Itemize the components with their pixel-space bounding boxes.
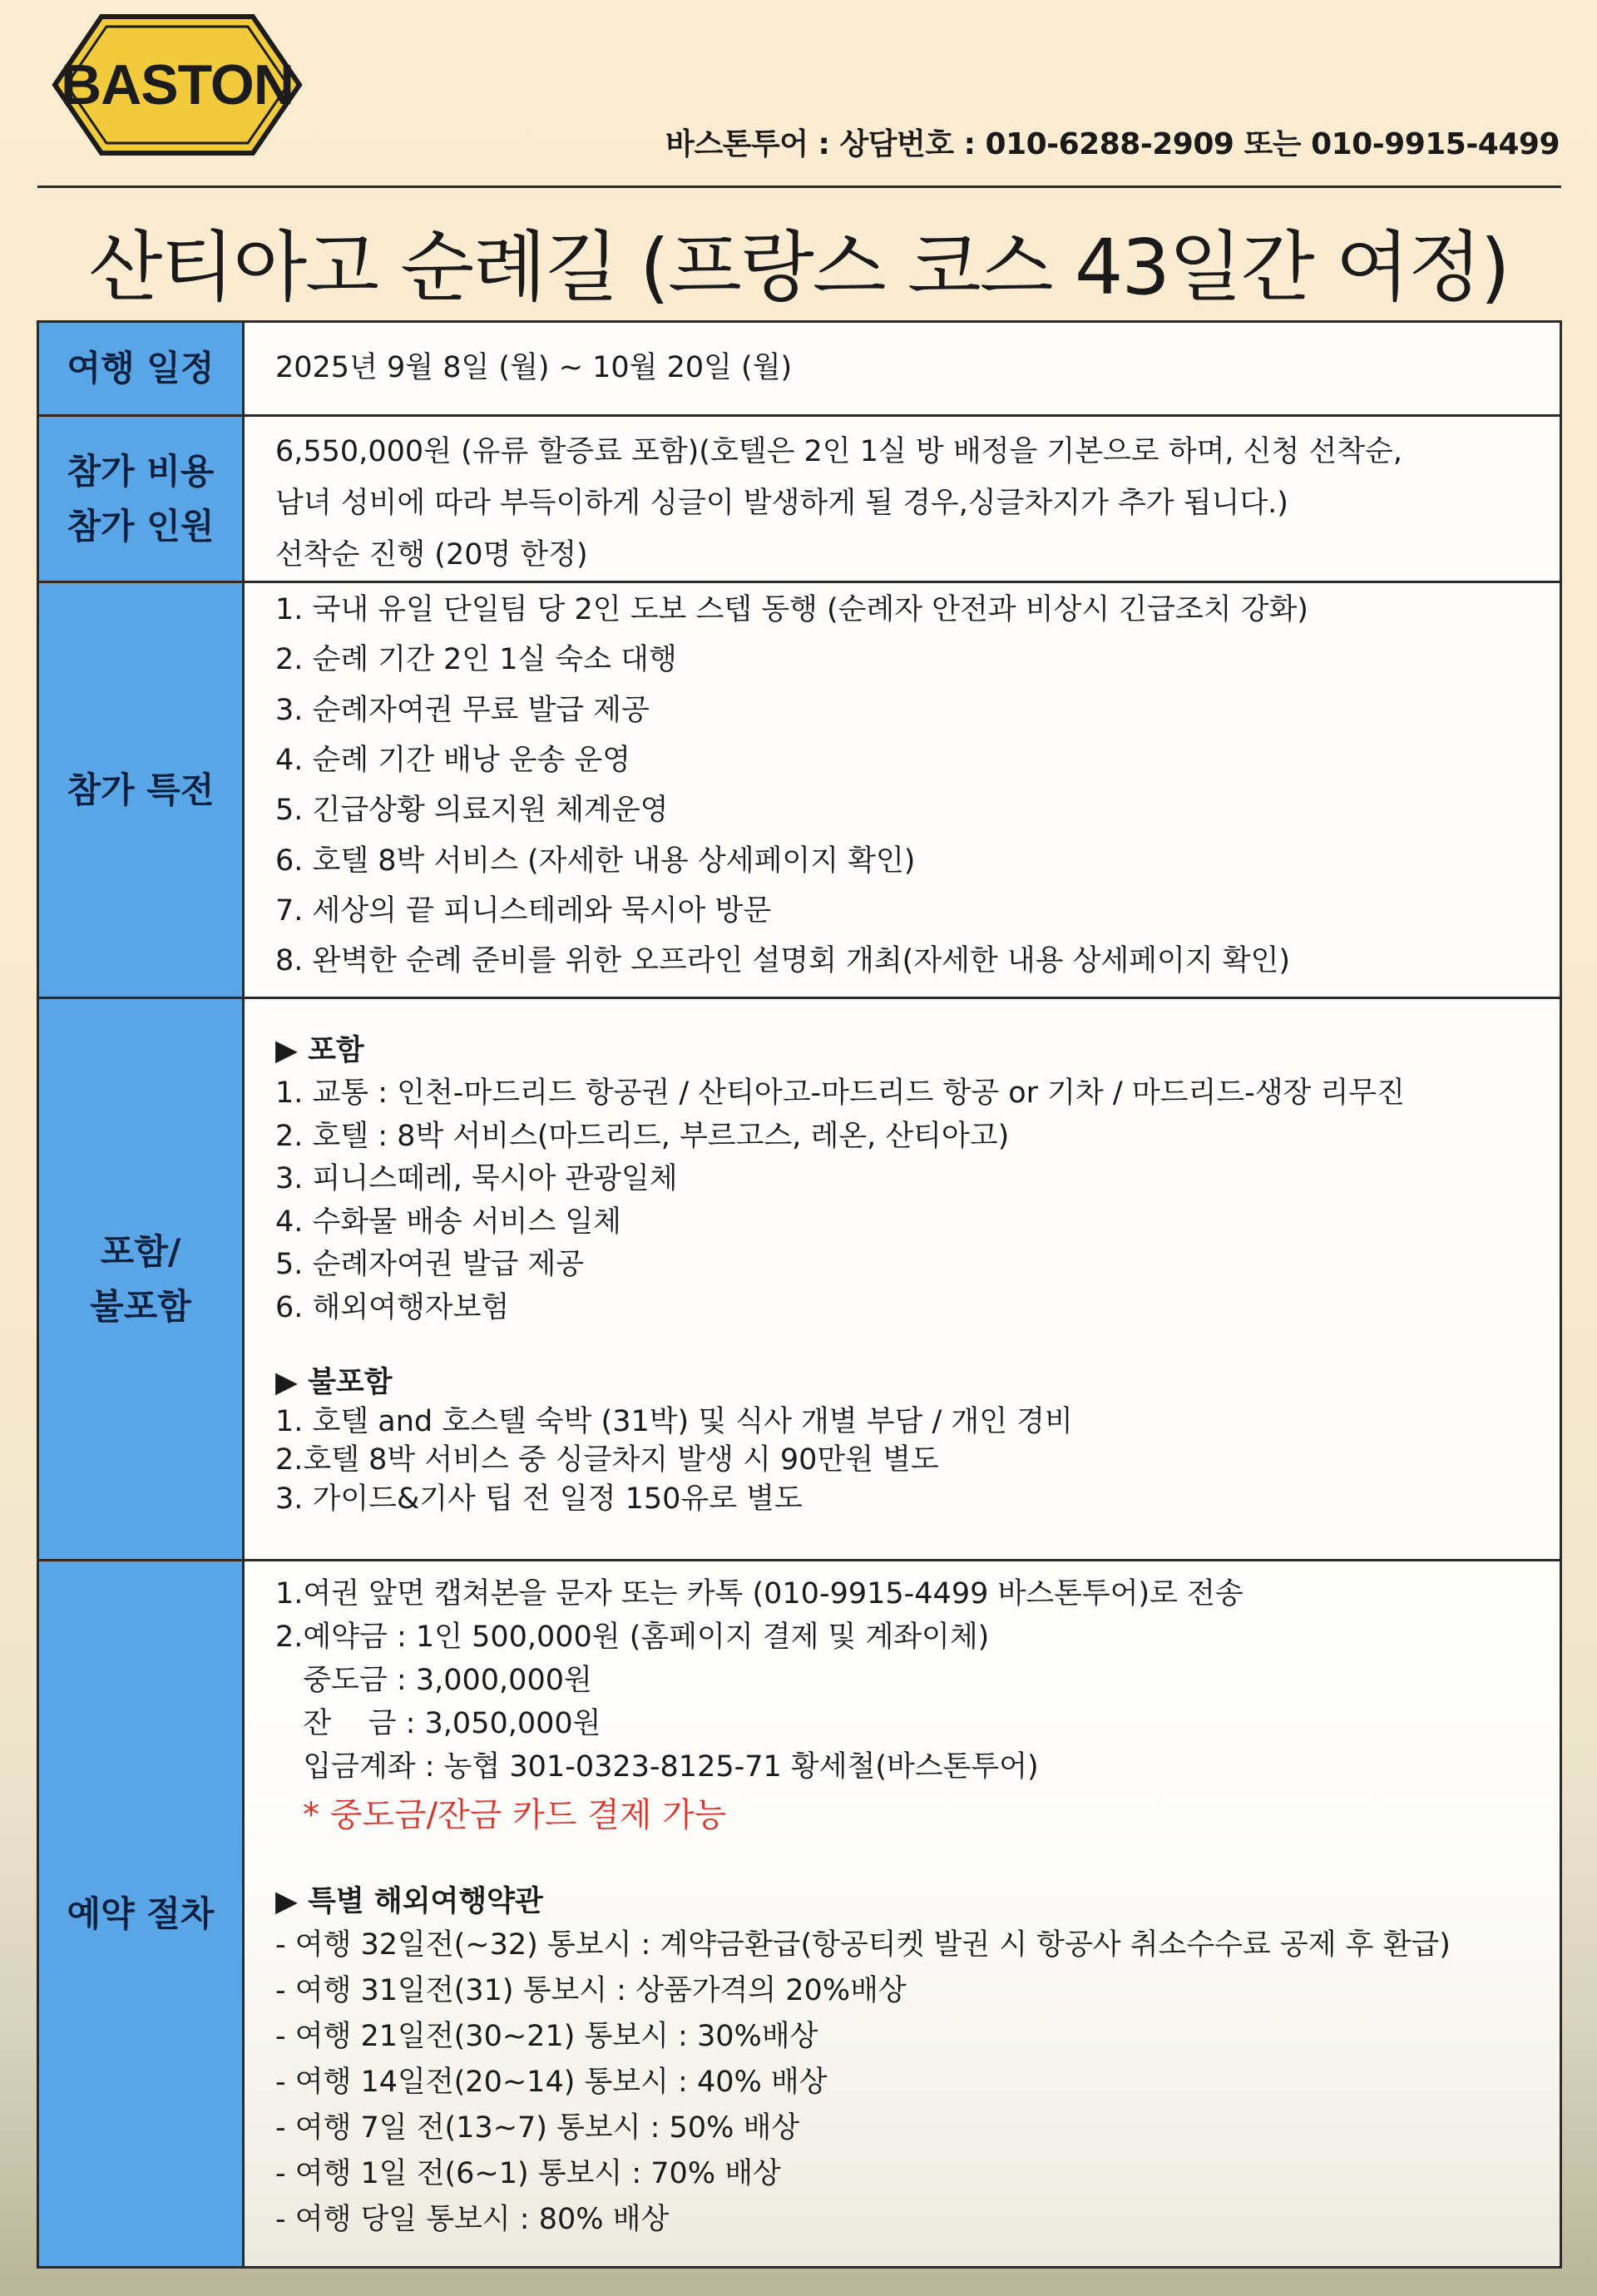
terms-item: - 여행 7일 전(13~7) 통보시 : 50% 배상 (275, 2111, 800, 2145)
page-title: 산티아고 순례길 (프랑스 코스 43일간 여정) (88, 223, 1509, 312)
booking-step: 입금계좌 : 농협 301-0323-8125-71 황세철(바스톤투어) (275, 1750, 1039, 1784)
label-booking (39, 1561, 245, 2266)
header-divider (37, 186, 1561, 188)
booking-step: 1.여권 앞면 캡쳐본을 문자 또는 카톡 (010-9915-4499 바스톤투어)로 전송 (275, 1577, 1243, 1611)
inclusion-content (245, 999, 1560, 1559)
cost-line: 남녀 성비에 따라 부득이하게 싱글이 발생하게 될 경우,싱글차지가 추가 됩니다.) (275, 487, 1288, 520)
terms-item: - 여행 21일전(30~21) 통보시 : 30%배상 (275, 2020, 818, 2053)
included-item: 1. 교통 : 인천-마드리드 항공권 / 산티아고-마드리드 항공 or 기차 / 마드리드-생장 리무진 (275, 1076, 1405, 1110)
label-schedule (39, 323, 245, 414)
cost-line: 6,550,000원 (유류 할증료 포함)(호텔은 2인 1실 방 배정을 기본으로 하며, 신청 선착순, (275, 435, 1402, 468)
included-item: 5. 순례자여권 발급 제공 (275, 1248, 585, 1281)
baston-logo[interactable] (52, 12, 303, 158)
excluded-item: 2.호텔 8박 서비스 중 싱글차지 발생 시 90만원 별도 (275, 1443, 939, 1477)
benefit-item: 3. 순례자여권 무료 발급 제공 (275, 694, 650, 727)
benefit-item: 2. 순례 기간 2인 1실 숙소 대행 (275, 643, 677, 676)
benefit-item: 8. 완벽한 순례 준비를 위한 오프라인 설명회 개최(자세한 내용 상세페이지 확인) (275, 944, 1291, 977)
excluded-heading: ▶ 불포함 (275, 1366, 393, 1399)
label-benefits-text: 참가 특전 (67, 769, 215, 810)
booking-step: 중도금 : 3,000,000원 (275, 1664, 592, 1697)
logo-text: BASTON (61, 53, 294, 116)
benefit-item: 5. 긴급상황 의료지원 체계운영 (275, 794, 669, 827)
label-schedule-text: 여행 일정 (67, 348, 215, 389)
label-benefits (39, 583, 245, 997)
label-participants-text: 참가 인원 (67, 505, 215, 547)
benefit-item: 6. 호텔 8박 서비스 (자세한 내용 상세페이지 확인) (275, 844, 916, 878)
benefit-item: 1. 국내 유일 단일팀 당 2인 도보 스텝 동행 (순례자 안전과 비상시 긴급조치 강화) (275, 593, 1308, 626)
contact-info: 바스톤투어 : 상담번호 : 010-6288-2909 또는 010-9915-4499 (665, 127, 1560, 161)
schedule-content (245, 323, 1560, 414)
booking-step: 잔 금 : 3,050,000원 (275, 1707, 601, 1740)
schedule-dates: 2025년 9월 8일 (월) ~ 10월 20일 (월) (275, 351, 793, 384)
terms-heading: ▶ 특별 해외여행약관 (275, 1885, 543, 1918)
label-exclusion-text: 불포함 (90, 1285, 191, 1327)
row-cost (39, 414, 1560, 581)
terms-item: - 여행 32일전(~32) 통보시 : 계약금환급(항공티켓 발권 시 항공사 취소수수료 공제 후 환급) (275, 1928, 1451, 1962)
excluded-item: 1. 호텔 and 호스텔 숙박 (31박) 및 식사 개별 부담 / 개인 경비 (275, 1405, 1073, 1438)
terms-item: - 여행 당일 통보시 : 80% 배상 (275, 2203, 670, 2236)
header (0, 0, 1597, 191)
label-cost (39, 417, 245, 581)
benefit-item: 4. 순례 기간 배낭 운송 운영 (275, 744, 631, 777)
info-table (37, 320, 1562, 2269)
included-item: 4. 수화물 배송 서비스 일체 (275, 1205, 621, 1239)
cost-content (245, 417, 1560, 581)
included-item: 6. 해외여행자보험 (275, 1291, 510, 1324)
card-payment-note: * 중도금/잔금 카드 결제 가능 (303, 1796, 727, 1834)
cost-line: 선착순 진행 (20명 한정) (275, 538, 588, 572)
row-inclusion (39, 997, 1560, 1559)
label-booking-text: 예약 절차 (67, 1893, 215, 1934)
excluded-item: 3. 가이드&기사 팁 전 일정 150유로 별도 (275, 1482, 803, 1516)
row-booking (39, 1559, 1560, 2266)
included-heading: ▶ 포함 (275, 1034, 364, 1067)
benefits-content (245, 583, 1560, 997)
label-inclusion-text: 포함/ (100, 1231, 181, 1273)
row-schedule (39, 323, 1560, 414)
terms-item: - 여행 31일전(31) 통보시 : 상품가격의 20%배상 (275, 1974, 907, 2007)
benefit-item: 7. 세상의 끝 피니스테레와 묵시아 방문 (275, 894, 772, 928)
label-inclusion (39, 999, 245, 1559)
booking-content (245, 1561, 1560, 2266)
label-cost-text: 참가 비용 (67, 451, 215, 492)
row-benefits (39, 581, 1560, 997)
terms-item: - 여행 14일전(20~14) 통보시 : 40% 배상 (275, 2066, 828, 2099)
included-item: 3. 피니스떼레, 묵시아 관광일체 (275, 1162, 678, 1195)
booking-step: 2.예약금 : 1인 500,000원 (홈페이지 결제 및 계좌이체) (275, 1621, 990, 1654)
terms-item: - 여행 1일 전(6~1) 통보시 : 70% 배상 (275, 2157, 781, 2190)
included-item: 2. 호텔 : 8박 서비스(마드리드, 부르고스, 레온, 산티아고) (275, 1120, 1010, 1153)
